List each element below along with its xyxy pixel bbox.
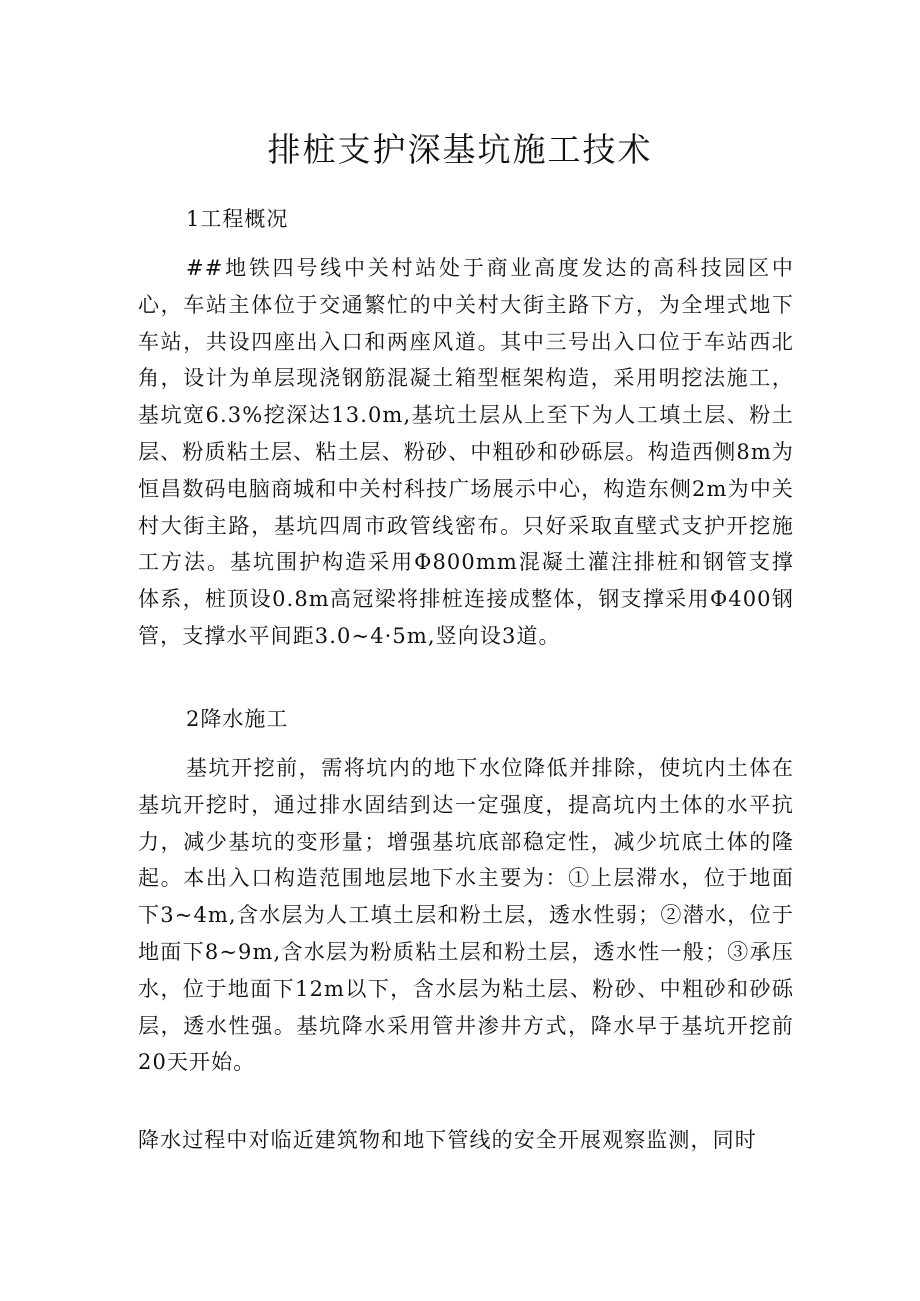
document-title: 排桩支护深基坑施工技术	[267, 130, 653, 169]
paragraph-monitoring: 降水过程中对临近建筑物和地下管线的安全开展观察监测，同时	[138, 1128, 757, 1152]
paragraph-dewatering: 基坑开挖前，需将坑内的地下水位降低并排除，使坑内土体在基坑开挖时，通过排水固结到达一定强度，提高坑内土体的水平抗力，减少基坑的变形量；增强基坑底部稳定性，减少坑底土体的隆起。本出入口构造范围地层地下水主要为：①上层滞水，位于地面下3~4m,含水层为人工填土层和粉土层，透水性弱；②潜水，位于地面下8~9m,含水层为粉质粘土层和粉土层，透水性一般；③承压水，位于地面下12m以下，含水层为粘土层、粉砂、中粗砂和砂砾层，透水性强。基坑降水采用管井渗井方式，降水早于基坑开挖前20天开始。	[138, 756, 794, 1075]
section-heading-dewatering: 2降水施工	[186, 707, 289, 731]
paragraph-overview: ##地铁四号线中关村站处于商业高度发达的高科技园区中心，车站主体位于交通繁忙的中关村大街主路下方，为全埋式地下车站，共设四座出入口和两座风道。其中三号出入口位于车站西北角，设计为单层现浇钢筋混凝土箱型框架构造，采用明挖法施工，基坑宽6.3%挖深达13.0m,基坑土层从上至下为人工填土层、粉土层、粉质粘土层、粘土层、粉砂、中粗砂和砂砾层。构造西侧8m为恒昌数码电脑商城和中关村科技广场展示中心，构造东侧2m为中关村大街主路，基坑四周市政管线密布。只好采取直壁式支护开挖施工方法。基坑围护构造采用Φ800mm混凝土灌注排桩和钢管支撑体系，桩顶设0.8m高冠梁将排桩连接成整体，钢支撑采用Φ400钢管，支撑水平间距3.0~4·5m,竖向设3道。	[138, 256, 794, 648]
section-heading-overview: 1工程概况	[186, 207, 289, 231]
